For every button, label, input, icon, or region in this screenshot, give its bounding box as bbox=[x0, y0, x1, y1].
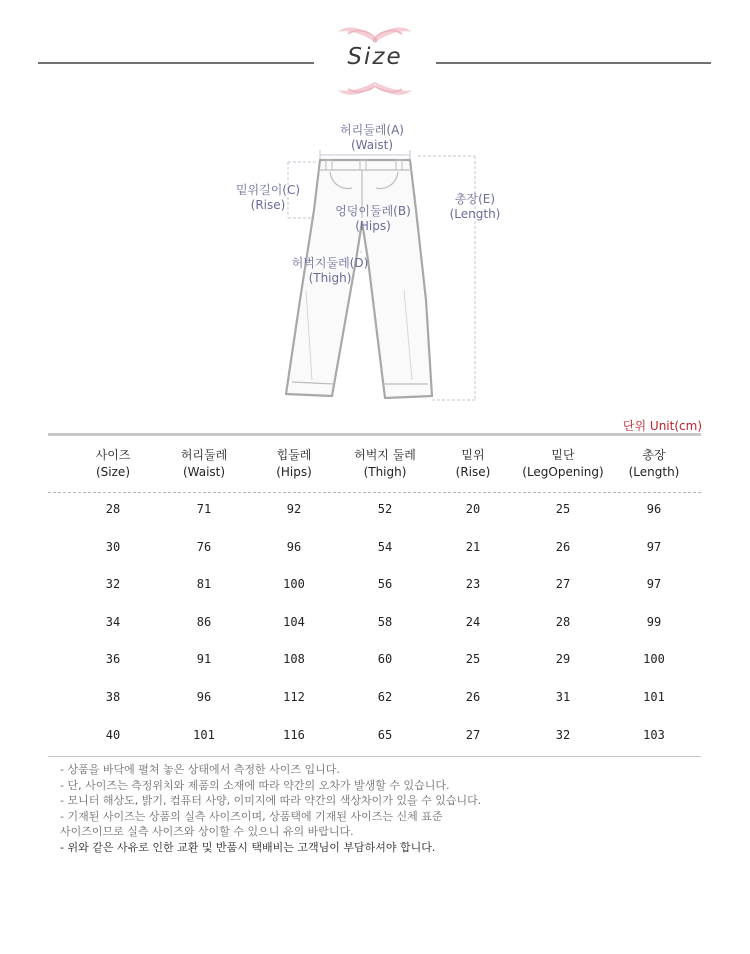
header-hips-ko: 힙둘레 bbox=[276, 448, 312, 462]
note-item: 사이즈이므로 실측 사이즈와 상이할 수 있으니 유의 바랍니다. bbox=[60, 825, 354, 838]
unit-label: 단위 Unit(cm) bbox=[622, 419, 702, 433]
header-hips-en: (Hips) bbox=[276, 465, 312, 479]
table-cell: 101 bbox=[193, 727, 215, 742]
table-cell: 28 bbox=[555, 614, 571, 629]
table-cell: 27 bbox=[555, 577, 571, 592]
rise-label-en: (Rise) bbox=[250, 198, 286, 212]
table-cell: 58 bbox=[377, 614, 393, 629]
table-cell: 101 bbox=[643, 690, 665, 704]
table-cell: 104 bbox=[283, 614, 305, 629]
table-cell: 116 bbox=[283, 727, 305, 742]
hips-label-ko: 엉덩이둘레(B) bbox=[335, 204, 411, 218]
table-cell: 81 bbox=[196, 577, 212, 592]
header-leg-opening-ko: 밑단 bbox=[551, 448, 575, 462]
table-cell: 54 bbox=[377, 539, 393, 554]
thigh-label-en: (Thigh) bbox=[308, 271, 352, 285]
table-cell: 29 bbox=[555, 652, 571, 667]
table-cell: 21 bbox=[465, 539, 481, 554]
waist-label bbox=[332, 123, 412, 153]
table-cell: 24 bbox=[465, 614, 481, 629]
page-title: Size bbox=[347, 44, 403, 70]
header-thigh-ko: 허벅지 둘레 bbox=[354, 448, 416, 462]
table-row bbox=[0, 577, 750, 597]
table-bottom-border bbox=[48, 756, 701, 757]
length-label-en: (Length) bbox=[449, 207, 501, 221]
waist-label-ko: 허리둘레(A) bbox=[340, 123, 404, 137]
header-rise-ko: 밑위 bbox=[461, 448, 485, 462]
table-cell: 30 bbox=[105, 539, 121, 554]
table-cell: 100 bbox=[283, 577, 305, 592]
table-cell: 38 bbox=[105, 690, 121, 704]
notes-list bbox=[60, 762, 700, 855]
table-top-border bbox=[48, 433, 701, 436]
header-length-ko: 총장 bbox=[642, 448, 666, 462]
table-cell: 96 bbox=[646, 502, 662, 516]
table-cell: 26 bbox=[465, 690, 481, 704]
table-cell: 25 bbox=[555, 502, 571, 516]
table-row bbox=[0, 540, 750, 560]
header-size-ko: 사이즈 bbox=[95, 448, 131, 462]
length-label bbox=[440, 192, 510, 222]
header-length bbox=[618, 447, 690, 481]
table-cell: 26 bbox=[555, 539, 571, 554]
header-hips bbox=[258, 447, 330, 481]
header-waist-en: (Waist) bbox=[182, 465, 226, 479]
table-cell: 23 bbox=[465, 577, 481, 592]
table-cell: 65 bbox=[377, 727, 393, 742]
table-cell: 97 bbox=[646, 577, 662, 592]
note-item: - 단, 사이즈는 측정위치와 제품의 소재에 따라 약간의 오차가 발생할 수 있습니다. bbox=[60, 778, 450, 792]
table-cell: 92 bbox=[286, 502, 302, 516]
rise-label bbox=[228, 183, 308, 213]
thigh-label-ko: 허벅지둘레(D) bbox=[291, 256, 369, 270]
table-cell: 103 bbox=[643, 727, 665, 742]
pants-measurement-diagram bbox=[0, 0, 750, 420]
header-waist bbox=[164, 447, 244, 481]
hips-label-en: (Hips) bbox=[355, 219, 391, 233]
table-cell: 100 bbox=[643, 652, 665, 667]
note-item: - 기재된 사이즈는 상품의 실측 사이즈이며, 상품택에 기재된 사이즈는 신체 표준 bbox=[60, 809, 443, 823]
table-cell: 31 bbox=[555, 690, 571, 704]
table-cell: 56 bbox=[377, 577, 393, 592]
table-cell: 52 bbox=[377, 502, 393, 516]
table-cell: 76 bbox=[196, 539, 212, 554]
table-cell: 36 bbox=[105, 652, 121, 667]
table-cell: 71 bbox=[196, 502, 212, 516]
length-label-ko: 총장(E) bbox=[454, 192, 496, 206]
table-cell: 86 bbox=[196, 614, 212, 629]
note-item: - 모니터 해상도, 밝기, 컴퓨터 사양, 이미지에 따라 약간의 색상차이가 있을 수 있습니다. bbox=[60, 794, 482, 807]
table-cell: 108 bbox=[283, 652, 305, 667]
table-row bbox=[0, 728, 750, 748]
table-cell: 112 bbox=[283, 690, 305, 704]
table-cell: 62 bbox=[377, 690, 393, 704]
rise-label-ko: 밑위길이(C) bbox=[235, 183, 301, 197]
table-cell: 32 bbox=[105, 577, 121, 592]
header-thigh bbox=[340, 447, 430, 481]
table-cell: 32 bbox=[555, 727, 571, 742]
table-cell: 60 bbox=[377, 652, 393, 667]
note-item: - 상품을 바닥에 펼쳐 놓은 상태에서 측정한 사이즈 입니다. bbox=[60, 763, 340, 776]
table-cell: 96 bbox=[196, 690, 212, 704]
table-cell: 34 bbox=[105, 614, 121, 629]
table-header-separator bbox=[48, 492, 701, 493]
header-leg-opening bbox=[513, 447, 613, 481]
header-waist-ko: 허리둘레 bbox=[180, 448, 228, 462]
header-rise bbox=[443, 447, 503, 481]
header-size bbox=[78, 447, 148, 481]
table-cell: 27 bbox=[465, 727, 481, 742]
table-cell: 97 bbox=[646, 539, 662, 554]
hips-label bbox=[328, 204, 418, 234]
note-item-emphasis: - 위와 같은 사유로 인한 교환 및 반품시 택배비는 고객님이 부담하셔야 합니다. bbox=[60, 840, 436, 854]
header-thigh-en: (Thigh) bbox=[363, 465, 407, 479]
table-row bbox=[0, 502, 750, 522]
header-size-en: (Size) bbox=[96, 465, 130, 479]
table-cell: 25 bbox=[465, 652, 481, 667]
waist-label-en: (Waist) bbox=[350, 138, 394, 152]
header-rise-en: (Rise) bbox=[455, 465, 491, 479]
table-cell: 96 bbox=[286, 539, 302, 554]
table-row bbox=[0, 615, 750, 635]
header-leg-opening-en: (LegOpening) bbox=[522, 465, 604, 479]
header-length-en: (Length) bbox=[628, 465, 680, 479]
table-cell: 28 bbox=[105, 502, 121, 516]
table-cell: 40 bbox=[105, 727, 121, 742]
table-cell: 20 bbox=[465, 502, 481, 516]
thigh-label bbox=[286, 256, 374, 286]
table-cell: 99 bbox=[646, 614, 662, 629]
table-cell: 91 bbox=[196, 652, 212, 667]
table-row bbox=[0, 652, 750, 672]
table-row bbox=[0, 690, 750, 710]
